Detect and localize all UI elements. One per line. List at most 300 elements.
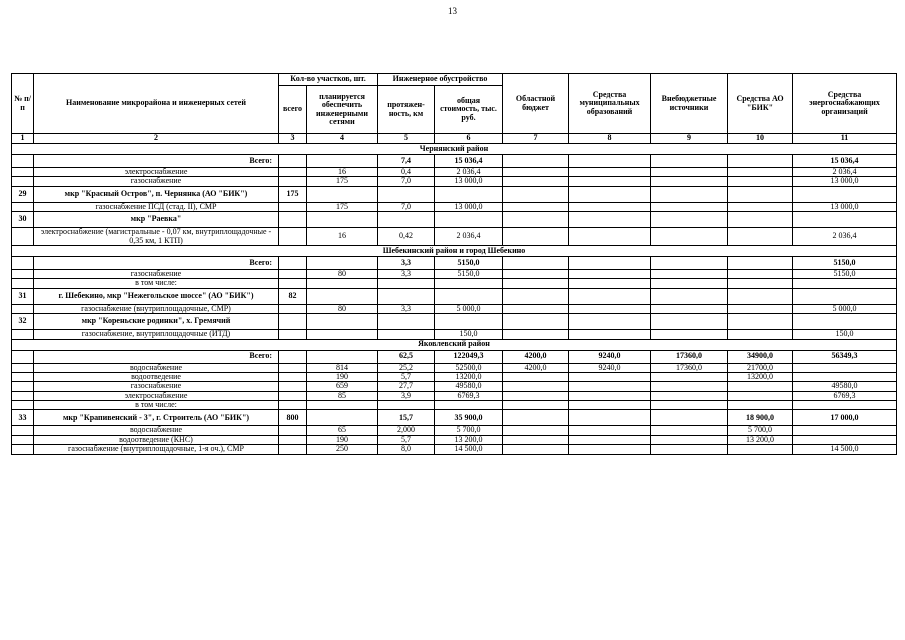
value-cell [307,186,378,202]
value-cell [569,435,651,444]
value-cell [279,372,307,381]
row-name-cell: газоснабжение [34,269,279,278]
value-cell: 175 [279,186,307,202]
value-cell [651,279,728,288]
value-cell [793,426,897,435]
value-cell [728,177,793,186]
value-cell [503,186,569,202]
table-row [12,177,897,186]
value-cell [728,212,793,228]
value-cell [651,304,728,313]
value-cell [569,269,651,278]
value-cell: 49580,0 [793,382,897,391]
value-cell: 27,7 [378,382,435,391]
value-cell: 13 000,0 [793,177,897,186]
value-cell: 17360,0 [651,350,728,363]
value-cell: 659 [307,382,378,391]
header-length: протяжен-ность, км [378,86,435,134]
value-cell [503,382,569,391]
value-cell: 2 036,4 [435,228,503,246]
row-number-cell [12,202,34,211]
value-cell [569,186,651,202]
value-cell [728,314,793,330]
value-cell [279,304,307,313]
value-cell [503,330,569,339]
header-offbudget: Внебюджетные источники [651,74,728,134]
section-title: Шебекинский район и город Шебекино [12,245,897,256]
value-cell: 34900,0 [728,350,793,363]
value-cell [793,435,897,444]
row-number-cell [12,363,34,372]
value-cell [503,168,569,177]
section-header-row [12,339,897,350]
row-number-cell: 29 [12,186,34,202]
value-cell [728,186,793,202]
value-cell [279,256,307,269]
total-row [12,155,897,168]
district-row [12,288,897,304]
value-cell [569,168,651,177]
row-number-cell [12,426,34,435]
value-cell: 13 000,0 [435,202,503,211]
value-cell [279,435,307,444]
value-cell: 175 [307,202,378,211]
total-row [12,350,897,363]
value-cell: 150,0 [435,330,503,339]
value-cell [279,168,307,177]
value-cell [569,279,651,288]
col-number: 7 [503,134,569,144]
value-cell [279,279,307,288]
value-cell: 190 [307,435,378,444]
value-cell [728,168,793,177]
value-cell: 0,4 [378,168,435,177]
value-cell [307,401,378,410]
value-cell [569,372,651,381]
value-cell: 13 200,0 [435,435,503,444]
value-cell [279,155,307,168]
section-header-row [12,245,897,256]
value-cell [503,391,569,400]
value-cell: 9240,0 [569,350,651,363]
value-cell [569,288,651,304]
row-number-cell [12,382,34,391]
value-cell [279,401,307,410]
table-row [12,330,897,339]
value-cell: 14 500,0 [435,445,503,454]
value-cell: 80 [307,269,378,278]
value-cell: 814 [307,363,378,372]
value-cell: 190 [307,372,378,381]
value-cell: 13 000,0 [793,202,897,211]
row-number-cell [12,435,34,444]
header-row-1 [12,74,897,86]
value-cell [651,186,728,202]
value-cell: 17360,0 [651,363,728,372]
value-cell: 6769,3 [793,391,897,400]
row-number-cell [12,330,34,339]
value-cell [728,391,793,400]
district-row [12,212,897,228]
value-cell [503,212,569,228]
value-cell: 13200,0 [728,372,793,381]
value-cell [378,401,435,410]
value-cell: 13200,0 [435,372,503,381]
value-cell: 7,4 [378,155,435,168]
value-cell [569,382,651,391]
value-cell [279,330,307,339]
value-cell: 85 [307,391,378,400]
column-numbers-row [12,134,897,144]
value-cell: 150,0 [793,330,897,339]
value-cell [728,304,793,313]
value-cell [503,269,569,278]
value-cell [728,228,793,246]
header-num: № п/п [12,74,34,134]
row-name-cell: газоснабжение (внутриплощадочные, 1-я оч.), СМР [34,445,279,454]
col-number: 1 [12,134,34,144]
value-cell [503,177,569,186]
value-cell [651,228,728,246]
value-cell [651,212,728,228]
total-row [12,256,897,269]
value-cell [569,177,651,186]
row-number-cell: 30 [12,212,34,228]
value-cell: 2 036,4 [793,228,897,246]
value-cell [728,288,793,304]
value-cell: 5150,0 [793,269,897,278]
row-number-cell [12,256,34,269]
value-cell: 17 000,0 [793,410,897,426]
value-cell [307,256,378,269]
header-sites-group: Кол-во участков, шт. [279,74,378,86]
header-energy: Средства энергоснабжающих организаций [793,74,897,134]
section-title: Чернянский район [12,144,897,155]
row-name-cell: мкр "Раевка" [34,212,279,228]
value-cell [569,401,651,410]
value-cell [569,426,651,435]
value-cell [651,256,728,269]
value-cell: 5150,0 [793,256,897,269]
value-cell [793,212,897,228]
value-cell: 0,42 [378,228,435,246]
value-cell [651,401,728,410]
value-cell: 16 [307,168,378,177]
value-cell [651,155,728,168]
value-cell [503,228,569,246]
value-cell [503,314,569,330]
table-row [12,363,897,372]
table-row [12,168,897,177]
value-cell [651,330,728,339]
value-cell: 2,000 [378,426,435,435]
value-cell [307,212,378,228]
header-name: Наименование микрорайона и инженерных сетей [34,74,279,134]
table-row [12,426,897,435]
row-name-cell: мкр "Красный Остров", п. Чернянка (АО "БИК") [34,186,279,202]
header-bik: Средства АО "БИК" [728,74,793,134]
funding-table [11,73,897,455]
value-cell [503,426,569,435]
row-name-cell: мкр "Кореньские родинки", х. Гремячий [34,314,279,330]
value-cell: 56349,3 [793,350,897,363]
row-number-cell [12,155,34,168]
value-cell: 2 036,4 [435,168,503,177]
value-cell [378,186,435,202]
value-cell [651,202,728,211]
row-name-cell: водоснабжение [34,426,279,435]
value-cell [651,391,728,400]
value-cell: 5 000,0 [793,304,897,313]
row-name-cell: газоснабжение (внутриплощадочные, СМР) [34,304,279,313]
value-cell: 21700,0 [728,363,793,372]
row-name-cell: в том числе: [34,401,279,410]
row-name-cell: газоснабжение, внутриплощадочные (ИТД) [34,330,279,339]
row-number-cell [12,269,34,278]
row-number-cell: 31 [12,288,34,304]
value-cell [793,401,897,410]
value-cell [307,279,378,288]
value-cell [279,445,307,454]
value-cell: 250 [307,445,378,454]
value-cell [279,269,307,278]
value-cell [435,279,503,288]
value-cell [279,426,307,435]
value-cell [651,435,728,444]
value-cell [378,330,435,339]
row-number-cell [12,391,34,400]
col-number: 9 [651,134,728,144]
value-cell [503,202,569,211]
table-row [12,435,897,444]
value-cell [279,212,307,228]
value-cell [793,288,897,304]
value-cell: 15,7 [378,410,435,426]
col-number: 11 [793,134,897,144]
value-cell [307,288,378,304]
value-cell [378,212,435,228]
value-cell: 14 500,0 [793,445,897,454]
district-row [12,186,897,202]
value-cell [503,279,569,288]
value-cell [793,279,897,288]
value-cell [651,269,728,278]
value-cell [728,279,793,288]
col-number: 8 [569,134,651,144]
value-cell [503,372,569,381]
value-cell [728,330,793,339]
value-cell [503,155,569,168]
value-cell [793,372,897,381]
value-cell [651,314,728,330]
value-cell: 16 [307,228,378,246]
table-row [12,382,897,391]
value-cell [728,155,793,168]
value-cell [279,391,307,400]
table-row [12,304,897,313]
row-number-cell [12,401,34,410]
value-cell [651,445,728,454]
section-title: Яковлевский район [12,339,897,350]
value-cell [569,256,651,269]
value-cell [307,314,378,330]
value-cell [793,186,897,202]
table-row [12,269,897,278]
value-cell [728,202,793,211]
value-cell: 5150,0 [435,269,503,278]
value-cell: 52500,0 [435,363,503,372]
header-total: всего [279,86,307,134]
value-cell [503,435,569,444]
value-cell: 7,0 [378,202,435,211]
value-cell [279,363,307,372]
value-cell [279,314,307,330]
table-row [12,228,897,246]
value-cell [651,382,728,391]
value-cell [569,330,651,339]
row-name-cell: водоснабжение [34,363,279,372]
table-row [12,279,897,288]
value-cell [651,168,728,177]
row-number-cell [12,228,34,246]
row-name-cell: газоснабжение [34,382,279,391]
value-cell [503,410,569,426]
value-cell [651,177,728,186]
value-cell [728,256,793,269]
district-row [12,314,897,330]
value-cell [503,256,569,269]
value-cell: 35 900,0 [435,410,503,426]
value-cell [503,288,569,304]
header-regional: Областной бюджет [503,74,569,134]
value-cell: 3,3 [378,269,435,278]
row-name-cell: Всего: [34,155,279,168]
value-cell [569,155,651,168]
value-cell [378,314,435,330]
row-number-cell [12,177,34,186]
section-header-row [12,144,897,155]
header-infra-group: Инженерное обустройство [378,74,503,86]
row-number-cell [12,304,34,313]
value-cell: 5 700,0 [728,426,793,435]
row-name-cell: Всего: [34,350,279,363]
col-number: 10 [728,134,793,144]
value-cell [279,177,307,186]
table-row [12,445,897,454]
row-name-cell: водоотведение [34,372,279,381]
row-name-cell: электроснабжение [34,168,279,177]
col-number: 3 [279,134,307,144]
value-cell [569,314,651,330]
value-cell [279,228,307,246]
row-number-cell [12,445,34,454]
row-name-cell: г. Шебекино, мкр "Нежегольское шоссе" (АО "БИК") [34,288,279,304]
value-cell [569,391,651,400]
row-number-cell [12,168,34,177]
row-number-cell [12,372,34,381]
value-cell: 13 000,0 [435,177,503,186]
header-municipal: Средства муниципальных образований [569,74,651,134]
row-name-cell: электроснабжение [34,391,279,400]
value-cell [569,410,651,426]
value-cell: 4200,0 [503,350,569,363]
value-cell [279,202,307,211]
value-cell: 3,3 [378,304,435,313]
row-number-cell [12,279,34,288]
col-number: 2 [34,134,279,144]
value-cell [435,401,503,410]
value-cell [435,288,503,304]
row-name-cell: Всего: [34,256,279,269]
value-cell: 9240,0 [569,363,651,372]
value-cell: 5150,0 [435,256,503,269]
value-cell [307,155,378,168]
value-cell: 3,3 [378,256,435,269]
value-cell: 18 900,0 [728,410,793,426]
table-row [12,202,897,211]
district-row [12,410,897,426]
value-cell [503,445,569,454]
value-cell: 5,7 [378,372,435,381]
value-cell: 3,9 [378,391,435,400]
row-name-cell: электроснабжение (магистральные - 0,07 км, внутриплощадочные - 0,35 км, 1 КТП) [34,228,279,246]
page-number: 13 [448,6,457,16]
col-number: 5 [378,134,435,144]
value-cell [569,445,651,454]
value-cell: 7,0 [378,177,435,186]
value-cell [569,202,651,211]
value-cell [728,445,793,454]
value-cell [569,212,651,228]
value-cell [569,304,651,313]
value-cell [793,363,897,372]
value-cell: 5,7 [378,435,435,444]
value-cell [503,304,569,313]
value-cell: 13 200,0 [728,435,793,444]
table-row [12,391,897,400]
value-cell: 65 [307,426,378,435]
value-cell: 2 036,4 [793,168,897,177]
value-cell: 6769,3 [435,391,503,400]
value-cell: 8,0 [378,445,435,454]
value-cell: 62,5 [378,350,435,363]
value-cell: 82 [279,288,307,304]
value-cell [651,426,728,435]
value-cell: 4200,0 [503,363,569,372]
value-cell: 49580,0 [435,382,503,391]
value-cell [793,314,897,330]
col-number: 6 [435,134,503,144]
row-name-cell: водоотведение (КНС) [34,435,279,444]
value-cell [435,212,503,228]
col-number: 4 [307,134,378,144]
value-cell [378,279,435,288]
row-number-cell: 32 [12,314,34,330]
row-name-cell: в том числе: [34,279,279,288]
value-cell [307,350,378,363]
value-cell [435,186,503,202]
row-name-cell: газоснабжение [34,177,279,186]
value-cell: 15 036,4 [793,155,897,168]
value-cell [569,228,651,246]
value-cell [728,401,793,410]
value-cell [651,288,728,304]
value-cell [728,382,793,391]
value-cell [279,350,307,363]
value-cell [728,269,793,278]
row-name-cell: мкр "Крапивенский - 3", г. Строитель (АО "БИК") [34,410,279,426]
value-cell [279,382,307,391]
